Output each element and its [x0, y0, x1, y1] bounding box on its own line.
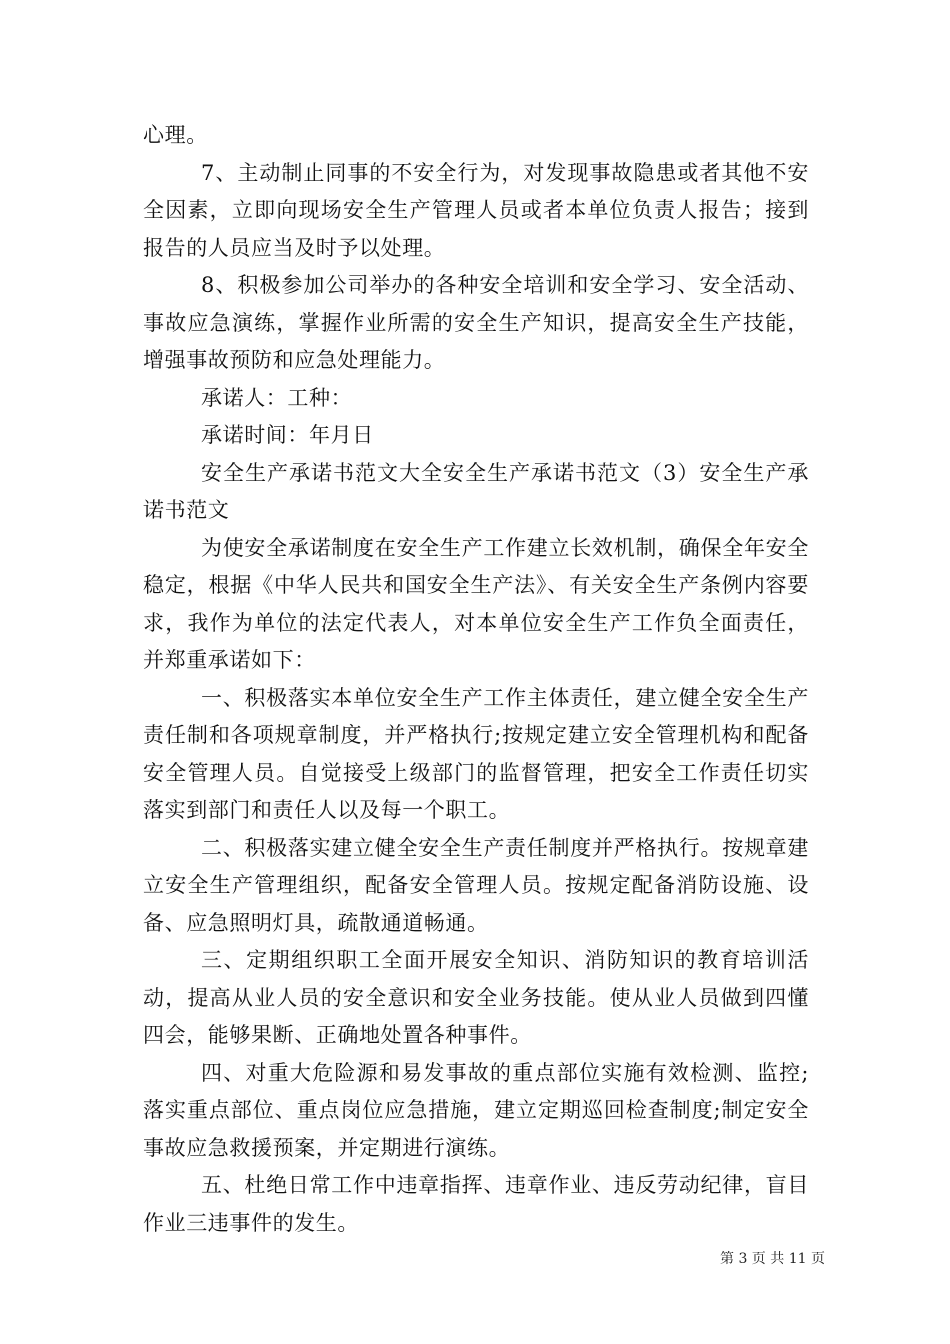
paragraph-11: 四、对重大危险源和易发事故的重点部位实施有效检测、监控;落实重点部位、重点岗位应急措施，建立定期巡回检查制度;制定安全事故应急救援预案，并定期进行演练。: [143, 1060, 809, 1160]
page-number: 第 3 页 共 11 页: [720, 1251, 825, 1267]
paragraph-2: 7、主动制止同事的不安全行为，对发现事故隐患或者其他不安全因素，立即向现场安全生产管理人员或者本单位负责人报告；接到报告的人员应当及时予以处理。: [143, 160, 809, 260]
paragraph-7: 为使安全承诺制度在安全生产工作建立长效机制，确保全年安全稳定，根据《中华人民共和国安全生产法》、有关安全生产条例内容要求，我作为单位的法定代表人，对本单位安全生产工作负全面责任，并郑重承诺如下：: [143, 535, 809, 672]
paragraph-12: 五、杜绝日常工作中违章指挥、违章作业、违反劳动纪律，盲目作业三违事件的发生。: [143, 1173, 809, 1235]
paragraph-4: 承诺人：工种：: [201, 385, 353, 410]
paragraph-1: 心理。: [143, 123, 208, 147]
paragraph-6: 安全生产承诺书范文大全安全生产承诺书范文（3）安全生产承诺书范文: [143, 460, 809, 522]
paragraph-5: 承诺时间：年月日: [201, 423, 374, 447]
paragraph-3: 8、积极参加公司举办的各种安全培训和安全学习、安全活动、事故应急演练，掌握作业所需的安全生产知识，提高安全生产技能，增强事故预防和应急处理能力。: [143, 273, 809, 372]
paragraph-10: 三、定期组织职工全面开展安全知识、消防知识的教育培训活动，提高从业人员的安全意识和安全业务技能。使从业人员做到四懂四会，能够果断、正确地处置各种事件。: [143, 948, 809, 1047]
paragraph-9: 二、积极落实建立健全安全生产责任制度并严格执行。按规章建立安全生产管理组织，配备安全管理人员。按规定配备消防设施、设备、应急照明灯具，疏散通道畅通。: [143, 835, 809, 935]
paragraph-8: 一、积极落实本单位安全生产工作主体责任，建立健全安全生产责任制和各项规章制度，并严格执行;按规定建立安全管理机构和配备安全管理人员。自觉接受上级部门的监督管理，把安全工作责任切实落实到部门和责任人以及每一个职工。: [143, 685, 809, 822]
document-body: [143, 117, 809, 1242]
